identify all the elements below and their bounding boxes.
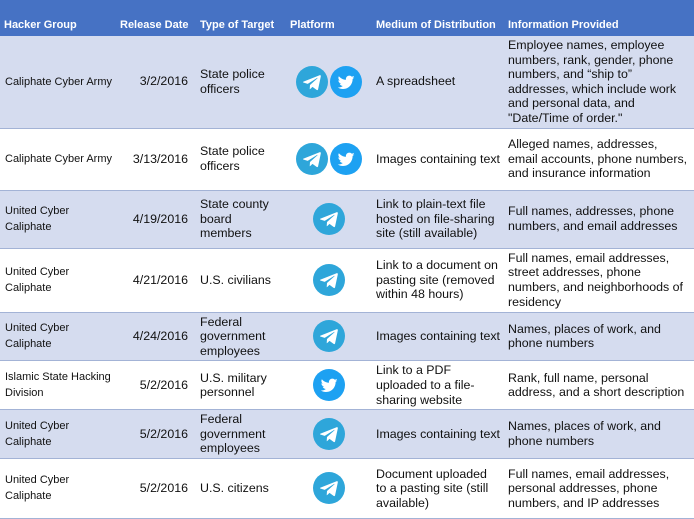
cell-platform <box>286 410 372 459</box>
cell-information: Rank, full name, personal address, and a short description <box>504 361 694 410</box>
table-row <box>0 312 694 361</box>
cell-information: Full names, addresses, phone numbers, and email addresses <box>504 190 694 248</box>
cell-information: Names, places of work, and phone numbers <box>504 410 694 459</box>
cell-platform <box>286 361 372 410</box>
cell-medium: A spreadsheet <box>372 36 504 128</box>
cell-medium: Images containing text <box>372 312 504 361</box>
cell-information: Employee names, employee numbers, rank, gender, phone numbers, and “ship to” addresses, which include work and personal data, and "Date/Time of order." <box>504 36 694 128</box>
cell-target: State police officers <box>196 36 286 128</box>
cell-medium: Document uploaded to a pasting site (still available) <box>372 458 504 518</box>
cell-release-date: 4/24/2016 <box>116 312 196 361</box>
cell-platform <box>286 248 372 312</box>
col-platform: Platform <box>286 0 372 36</box>
cell-platform <box>286 128 372 190</box>
cell-hacker-group: United Cyber Caliphate <box>0 190 116 248</box>
cell-hacker-group: United Cyber Caliphate <box>0 312 116 361</box>
twitter-icon <box>330 143 362 175</box>
col-hacker-group: Hacker Group <box>0 0 116 36</box>
cell-release-date: 4/19/2016 <box>116 190 196 248</box>
cell-release-date: 5/2/2016 <box>116 458 196 518</box>
table-row <box>0 361 694 410</box>
cell-release-date: 5/2/2016 <box>116 361 196 410</box>
twitter-icon <box>330 66 362 98</box>
table-row <box>0 128 694 190</box>
cell-information: Names, places of work, and phone numbers <box>504 312 694 361</box>
col-information: Information Provided <box>504 0 694 36</box>
cell-hacker-group: United Cyber Caliphate <box>0 248 116 312</box>
telegram-icon <box>313 264 345 296</box>
cell-information: Full names, email addresses, personal addresses, phone numbers, and IP addresses <box>504 458 694 518</box>
cell-hacker-group: Caliphate Cyber Army <box>0 128 116 190</box>
table-row <box>0 36 694 128</box>
telegram-icon <box>313 320 345 352</box>
cell-target: State police officers <box>196 128 286 190</box>
cell-platform <box>286 312 372 361</box>
table-row <box>0 248 694 312</box>
cell-hacker-group: United Cyber Caliphate <box>0 458 116 518</box>
telegram-icon <box>313 472 345 504</box>
cell-target: Federal government employees <box>196 410 286 459</box>
cell-target: U.S. citizens <box>196 458 286 518</box>
cell-target: State county board members <box>196 190 286 248</box>
table-row <box>0 190 694 248</box>
telegram-icon <box>313 418 345 450</box>
telegram-icon <box>296 66 328 98</box>
cell-medium: Link to plain-text file hosted on file-sharing site (still available) <box>372 190 504 248</box>
cell-hacker-group: Islamic State Hacking Division <box>0 361 116 410</box>
cell-information: Full names, email addresses, street addresses, phone numbers, and neighborhoods of residency <box>504 248 694 312</box>
cell-hacker-group: Caliphate Cyber Army <box>0 36 116 128</box>
cell-medium: Link to a document on pasting site (removed within 48 hours) <box>372 248 504 312</box>
col-medium: Medium of Distribution <box>372 0 504 36</box>
cell-platform <box>286 190 372 248</box>
header-row <box>0 0 694 36</box>
cell-release-date: 3/2/2016 <box>116 36 196 128</box>
col-release-date: Release Date <box>116 0 196 36</box>
telegram-icon <box>296 143 328 175</box>
cell-target: Federal government employees <box>196 312 286 361</box>
cell-medium: Link to a PDF uploaded to a file-sharing website <box>372 361 504 410</box>
cell-platform <box>286 458 372 518</box>
cell-target: U.S. civilians <box>196 248 286 312</box>
telegram-icon <box>313 203 345 235</box>
cell-information: Alleged names, addresses, email accounts, phone numbers, and insurance information <box>504 128 694 190</box>
cell-release-date: 4/21/2016 <box>116 248 196 312</box>
cell-medium: Images containing text <box>372 410 504 459</box>
cell-platform <box>286 36 372 128</box>
table-row <box>0 458 694 518</box>
cell-release-date: 3/13/2016 <box>116 128 196 190</box>
cell-target: U.S. military personnel <box>196 361 286 410</box>
cell-medium: Images containing text <box>372 128 504 190</box>
cell-release-date: 5/2/2016 <box>116 410 196 459</box>
cell-hacker-group: United Cyber Caliphate <box>0 410 116 459</box>
col-type-of-target: Type of Target <box>196 0 286 36</box>
table-row <box>0 410 694 459</box>
twitter-icon <box>313 369 345 401</box>
